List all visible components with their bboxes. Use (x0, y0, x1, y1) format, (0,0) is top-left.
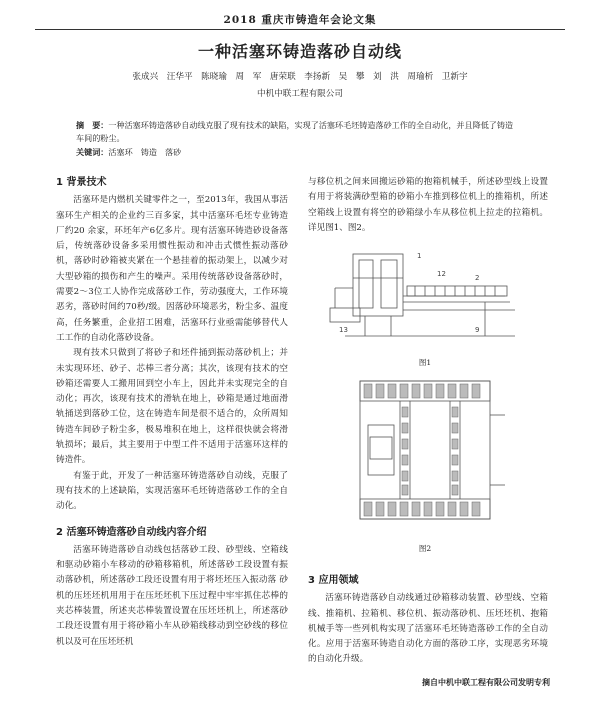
figure-1-label-1: 1 (417, 252, 422, 260)
keywords-text: 活塞环 铸造 落砂 (108, 147, 182, 157)
abstract (76, 119, 516, 145)
left-column (56, 175, 288, 650)
section-2-heading: 2 活塞环铸造落砂自动线内容介绍 (56, 526, 207, 538)
authors: 张成兴 汪华平 陈晓瑜 周 军 唐荣联 李扬新 吴 攀 刘 洪 周瑜析 卫新宇 (132, 72, 468, 82)
abstract-label: 摘 要： (76, 120, 109, 130)
section-2-paragraph-2: 与移位机之间来回搬运砂箱的抱箱机械手，所述砂型线上设置有用于将装满砂型箱的砂箱小车推到移位机上的推箱机，所述空箱线上设置有将空的砂箱绿小车从移位机上拉走的拉箱机。详见图1、图2。 (308, 177, 548, 233)
right-column-bottom (308, 573, 548, 668)
page-footer: 摘自中机中联工程有限公司发明专利 (422, 677, 550, 687)
figure-1-label-2: 2 (475, 274, 480, 282)
header-rule (35, 29, 565, 30)
page-header: 2018 重庆市铸造年会论文集 (223, 14, 377, 26)
figure-2-caption: 图2 (418, 544, 432, 553)
figure-2-drawing (340, 375, 510, 525)
section-1-paragraph-2: 现有技术只做到了将砂子和坯件捅到振动落砂机上；并未实现环坯、砂子、芯棒三者分离；其次，该现有技术的空砂箱还需要人工搬用回到空小车上，因此并未实现完全的自动化；再次，该现有技术的滑轨在地上，砂箱是通过地面滑轨捅送到落砂工位，这在铸造车间是很不适合的，众所周知铸造车间砂子粉尘多，极易堆积在地上，这样很快就会将滑轨损坏；最后，其主要用于中型工件不适用于活塞环这样的铸造件。 (56, 348, 288, 466)
figure-1-label-13: 13 (339, 326, 348, 334)
keywords (76, 147, 516, 158)
abstract-text: 一种活塞环铸造落砂自动线克服了现有技术的缺陷，实现了活塞环毛坯铸造落砂工作的全自动化，并且降低了铸造车间的粉尘。 (76, 120, 514, 143)
right-column-top (308, 175, 548, 236)
paper-title: 一种活塞环铸造落砂自动线 (197, 42, 402, 61)
figure-1-caption: 图1 (418, 358, 432, 367)
section-1-paragraph-3: 有鉴于此，开发了一种活塞环铸造落砂自动线，克服了现有技术的上述缺陷，实现活塞环毛坯铸造落砂工作的全自动化。 (56, 470, 288, 512)
keywords-label: 关键词： (76, 147, 109, 157)
section-1-paragraph-1: 活塞环是内燃机关键零件之一，至2013年，我国从事活塞环生产相关的企业约三百多家，其中活塞环毛坯专业铸造厂约20 余家，环坯年产6亿多片。现有活塞环铸造砂设备落后，传统落砂设备多采用惯性振动和冲击式惯性振动落砂机，落砂时砂箱被夹紧在一个悬挂着的振动架上，以减少对大型砂箱的损伤和产生的噪声。采用传统落砂设备落砂时，需要2～3位工人协作完成落砂工作，劳动强度大，工作环境恶劣，落砂时间约70秒/级。因落砂环境恶劣，粉尘多、温度高，任务繁重，企业招工困难，活塞环行业亟需能够替代人工工作的自动化落砂设备。 (56, 195, 288, 343)
section-3-paragraph-1: 活塞环铸造落砂自动线通过砂箱移动装置、砂型线、空箱线、推箱机、拉箱机、移位机、振动落砂机、压坯坯机、抱箱机械手等一些列机构实现了活塞环毛坯铸造落砂工作的全自动化。应用于活塞环铸造自动化方面的落砂工序，实现恶劣环境的自动化升级。 (308, 593, 548, 665)
section-2-paragraph-1: 活塞环铸造落砂自动线包括落砂工段、砂型线、空箱线和驱动砂箱小车移动的砂箱移箱机，所述落砂工段设置有振动落砂机，所述落砂工段还设置有用于将坯坯压入振动落 砂机的压坯坯机用用于在压坯坯机下压过程中牢牢抓住芯棒的夹芯棒装置，所述夹芯棒装置设置在压坯坯机上，所述落砂工段还设置有用于将砂箱小车从砂箱线移动到空砂线的移位机以及可在压坯坯机 (56, 544, 288, 647)
figure-1-label-9: 9 (475, 326, 480, 334)
figure-1-drawing (325, 248, 525, 343)
section-1-heading: 1 背景技术 (56, 177, 107, 188)
affiliation: 中机中联工程有限公司 (257, 89, 343, 99)
figure-1-label-12: 12 (437, 270, 446, 278)
section-3-heading: 3 应用领域 (308, 575, 359, 586)
